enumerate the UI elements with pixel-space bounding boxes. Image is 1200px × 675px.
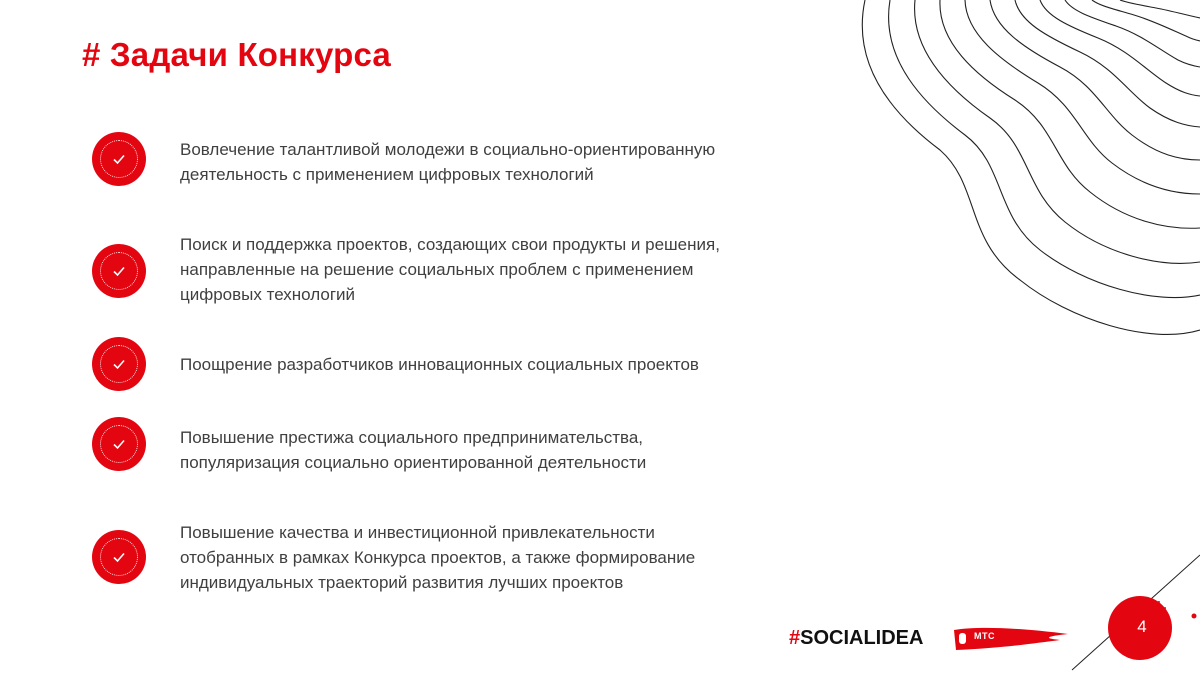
checkmark-icon xyxy=(112,357,126,371)
hashtag-symbol: # xyxy=(789,627,801,649)
task-line: направленные на решение социальных проблем с применением xyxy=(180,260,694,279)
task-line: Повышение престижа социального предпринимательства, xyxy=(180,428,644,447)
task-line: Поощрение разработчиков инновационных социальных проектов xyxy=(180,355,699,374)
task-line: индивидуальных траекторий развития лучших проектов xyxy=(180,573,624,592)
checkmark-icon xyxy=(112,550,126,564)
checkmark-badge xyxy=(92,132,146,186)
checkmark-badge xyxy=(92,337,146,391)
task-line: Повышение качества и инвестиционной привлекательности xyxy=(180,523,655,542)
hashtag-text: SOCIALIDEA xyxy=(800,627,924,649)
checkmark-icon xyxy=(112,152,126,166)
task-line: отобранных в рамках Конкурса проектов, а также формирование xyxy=(180,548,696,567)
task-text xyxy=(180,137,840,187)
page-number-badge xyxy=(1108,596,1172,660)
task-item xyxy=(92,232,852,312)
footer-hashtag xyxy=(789,627,923,650)
task-item xyxy=(92,417,852,471)
task-item xyxy=(92,132,852,186)
task-text xyxy=(180,520,840,595)
checkmark-icon xyxy=(112,264,126,278)
mts-logo xyxy=(950,622,1070,654)
task-item xyxy=(92,518,852,598)
contour-lines-decoration xyxy=(830,0,1200,350)
checkmark-badge xyxy=(92,417,146,471)
task-line: Вовлечение талантливой молодежи в социально-ориентированную xyxy=(180,140,716,159)
task-line: цифровых технологий xyxy=(180,285,356,304)
task-line: популяризация социально ориентированной деятельности xyxy=(180,453,647,472)
checkmark-badge xyxy=(92,530,146,584)
task-line: Поиск и поддержка проектов, создающих свои продукты и решения, xyxy=(180,235,720,254)
checkmark-badge xyxy=(92,244,146,298)
task-text xyxy=(180,352,840,377)
task-item xyxy=(92,337,852,391)
task-line: деятельность с применением цифровых технологий xyxy=(180,165,594,184)
task-text xyxy=(180,232,840,307)
checkmark-icon xyxy=(112,437,126,451)
task-text xyxy=(180,425,840,475)
page-number: 4 xyxy=(1137,617,1147,636)
slide-title: # Задачи Конкурса xyxy=(82,36,391,73)
mts-logo-text: МТС xyxy=(974,631,995,641)
